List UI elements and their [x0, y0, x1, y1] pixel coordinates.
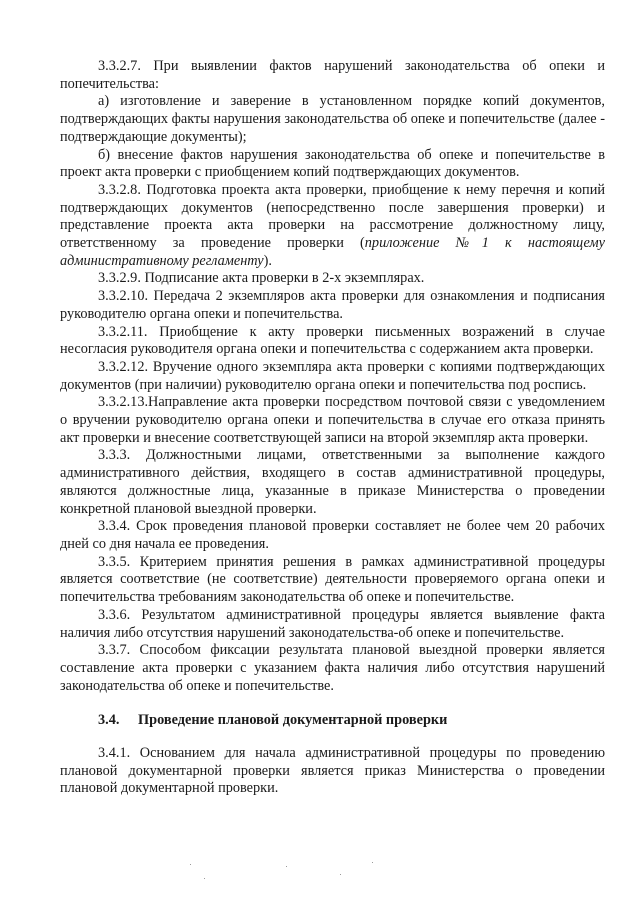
paragraph-3-3-2-13: 3.3.2.13.Направление акта проверки посредством почтовой связи с уведомлением о вручении руководителю органа опеки и попечительства в случае его отказа принять акт проверки и внесение соответствующей записи на второй экземпляр акта проверки. [60, 394, 605, 446]
paragraph-3-3-2-12: 3.3.2.12. Вручение одного экземпляра акта проверки с копиями подтверждающих документов (при наличии) руководителю органа опеки и попечительства под роспись. [60, 358, 605, 393]
paragraph-3-3-6: 3.3.6. Результатом административной процедуры является выявление факта наличия либо отсутствия нарушений законодательства-об опеке и попечительстве. [60, 606, 605, 641]
paragraph-3-3-2-9: 3.3.2.9. Подписание акта проверки в 2-х экземплярах. [98, 270, 425, 287]
paragraph-3-3-3: 3.3.3. Должностными лицами, ответственными за выполнение каждого административного действия, входящего в состав административной процедуры, являются должностные лица, указанные в приказе Министерства о проведении конкретной плановой выездной проверки. [60, 447, 605, 517]
document-body [60, 58, 605, 798]
section-number: 3.4. [98, 712, 120, 729]
paragraph-3-3-2-7-b: б) внесение фактов нарушения законодательства об опеке и попечительстве в проект акта проверки с приобщением копий подтверждающих документов. [60, 146, 605, 181]
paragraph-3-3-2-8-text: 3.3.2.8. Подготовка проекта акта проверки, приобщение к нему перечня и копий подтверждающих документов (непосредственно после завершения проверки) и представление проекта акта проверки на рассмотрение должностному лицу, ответственному за проведение проверки ( [60, 181, 605, 252]
paragraph-3-3-4: 3.3.4. Срок проведения плановой проверки составляет не более чем 20 рабочих дней со дня начала ее проведения. [60, 518, 605, 552]
paragraph-3-3-2-10: 3.3.2.10. Передача 2 экземпляров акта проверки для ознакомления и подписания руководителю органа опеки и попечительства. [60, 288, 605, 322]
paragraph-3-4-1: 3.4.1. Основанием для начала административной процедуры по проведению плановой документарной проверки является приказ Министерства о проведении плановой документарной проверки. [60, 745, 605, 797]
section-title: Проведение плановой документарной проверки [138, 712, 448, 729]
paragraph-3-3-2-11: 3.3.2.11. Приобщение к акту проверки письменных возражений в случае несогласия руководителя органа опеки и попечительства с содержанием акта проверки. [60, 323, 605, 358]
section-heading [60, 712, 605, 730]
paragraph-3-3-2-7: 3.3.2.7. При выявлении фактов нарушений законодательства об опеки и попечительства: [60, 58, 605, 92]
appendix-reference: приложение №1 к настоящему административному регламенту [60, 235, 605, 269]
scan-speckles [190, 858, 390, 888]
paragraph-3-3-5: 3.3.5. Критерием принятия решения в рамках административной процедуры является соответствие (не соответствие) деятельности проверяемого органа опеки и попечительства требованиям законодательства об опеке и попечительстве. [60, 553, 605, 606]
paragraph-3-3-2-8-end: ). [263, 252, 272, 269]
paragraph-3-3-2-8 [60, 182, 605, 271]
paragraph-3-3-7: 3.3.7. Способом фиксации результата плановой выездной проверки является составление акта проверки с указанием факта наличия либо отсутствия нарушений законодательства об опеке и попечительстве. [60, 642, 605, 694]
paragraph-3-3-2-7-a: а) изготовление и заверение в установленном порядке копий документов, подтверждающих факты нарушения законодательства об опеке и попечительстве (далее - подтверждающие документы); [60, 93, 605, 145]
